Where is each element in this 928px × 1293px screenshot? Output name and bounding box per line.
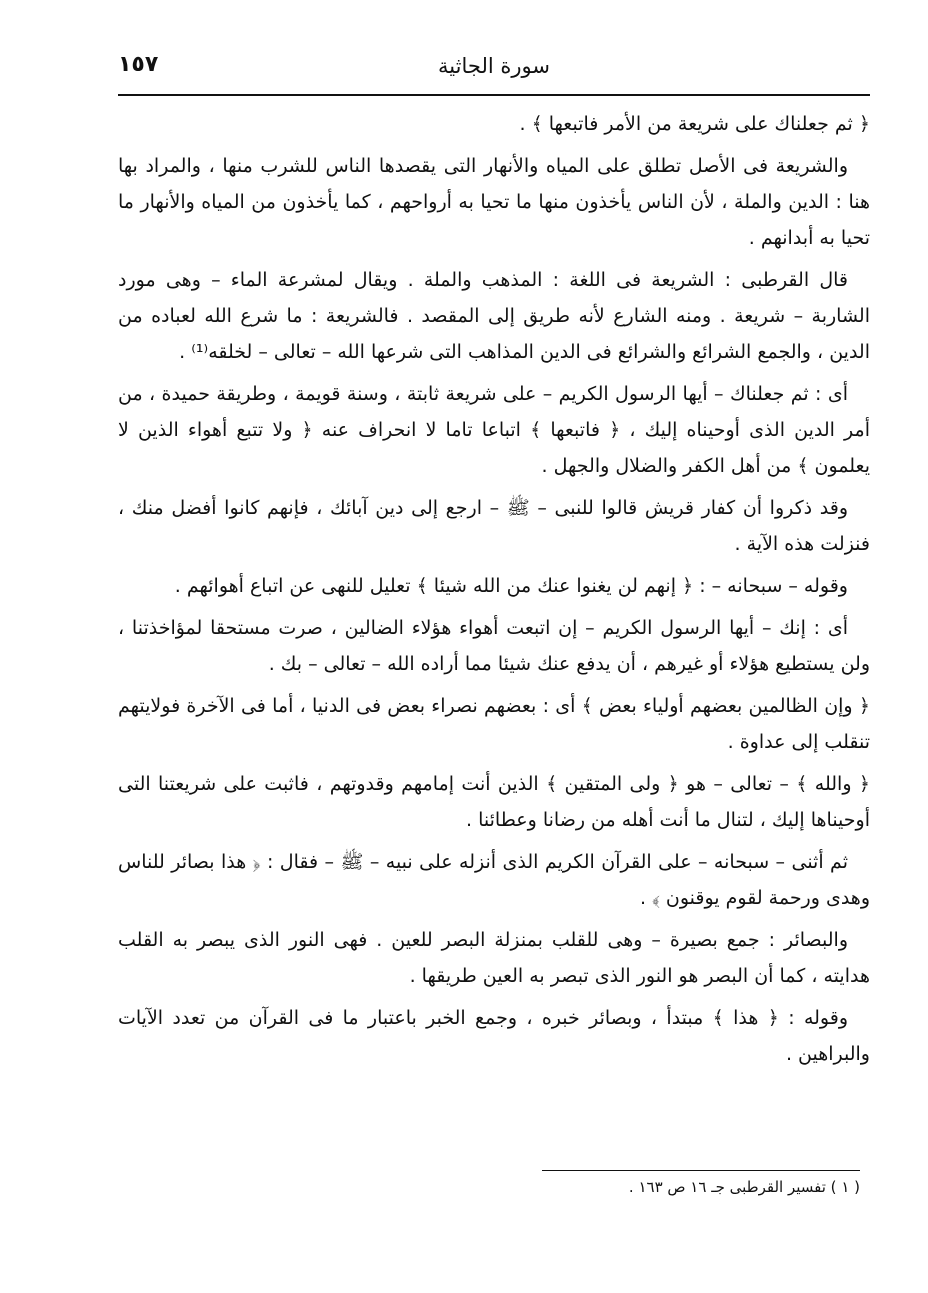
paragraph-1: ﴿ ثم جعلناك على شريعة من الأمر فاتبعها ﴾ . xyxy=(519,113,870,135)
paragraph-7: أى : إنك – أيها الرسول الكريم – إن اتبعت أهواء هؤلاء الضالين ، صرت مستحقا لمؤاخذتنا ، ولن يستطيع هؤلاء أو غيرهم ، أن يدفع عنك شيئا مما أراده الله – تعالى – بك . xyxy=(118,617,870,675)
paragraph-4: أى : ثم جعلناك – أيها الرسول الكريم – على شريعة ثابتة ، وسنة قويمة ، وطريقة حميدة ، من أمر الدين الذى أوحيناه إليك ، ﴿ فاتبعها ﴾ اتباعا تاما لا انحراف عنه ﴿ ولا تتبع أهواء الذين لا يعلمون ﴾ من أهل الكفر والضلال والجهل . xyxy=(118,383,870,477)
body-text xyxy=(118,106,870,1078)
page-number: ١٥٧ xyxy=(118,52,159,77)
paragraph-12: وقوله : ﴿ هذا ﴾ مبتدأ ، وبصائر خبره ، وجمع الخبر باعتبار ما فى القرآن من تعدد الآيات والبراهين . xyxy=(118,1007,870,1065)
paragraph-2: والشريعة فى الأصل تطلق على المياه والأنهار التى يقصدها الناس للشرب منها ، والمراد بها هنا : الدين والملة ، لأن الناس يأخذون منها ما تحيا به أرواحهم ، كما يأخذون من المياه والأنهار ما تحيا به أبدانهم . xyxy=(118,155,870,249)
page-header xyxy=(118,48,870,92)
paragraph-8: ﴿ وإن الظالمين بعضهم أولياء بعض ﴾ أى : بعضهم نصراء بعض فى الدنيا ، أما فى الآخرة فولايتهم تنقلب إلى عداوة . xyxy=(118,695,870,753)
paragraph-11: والبصائر : جمع بصيرة – وهى للقلب بمنزلة البصر للعين . فهى النور الذى يبصر به القلب هدايته ، كما أن البصر هو النور الذى تبصر به العين طريقها . xyxy=(118,929,870,987)
footnote-divider xyxy=(542,1170,860,1171)
paragraph-6: وقوله – سبحانه – : ﴿ إنهم لن يغنوا عنك من الله شيئا ﴾ تعليل للنهى عن اتباع أهوائهم . xyxy=(174,575,848,597)
paragraph-5: وقد ذكروا أن كفار قريش قالوا للنبى – ﷺ – ارجع إلى دين آبائك ، فإنهم كانوا أفضل منك ، فنزلت هذه الآية . xyxy=(118,497,870,555)
paragraph-10: ثم أثنى – سبحانه – على القرآن الكريم الذى أنزله على نبيه – ﷺ – فقال : ﴿ هذا بصائر للناس وهدى ورحمة لقوم يوقنون ﴾ . xyxy=(118,851,870,909)
surah-title: سورة الجاثية xyxy=(438,54,550,78)
footnote: ( ١ ) تفسير القرطبى جـ ١٦ ص ١٦٣ . xyxy=(628,1178,860,1196)
header-divider xyxy=(118,94,870,96)
paragraph-9: ﴿ والله ﴾ – تعالى – هو ﴿ ولى المتقين ﴾ الذين أنت إمامهم وقدوتهم ، فاثبت على شريعتنا التى أوحيناها إليك ، لتنال ما أنت أهله من رضانا وعطائنا . xyxy=(118,773,870,831)
paragraph-3: قال القرطبى : الشريعة فى اللغة : المذهب والملة . ويقال لمشرعة الماء – وهى مورد الشاربة – شريعة . ومنه الشارع لأنه طريق إلى المقصد . فالشريعة : ما شرع الله لعباده من الدين ، والجمع الشرائع والشرائع فى الدين المذاهب التى شرعها الله – تعالى – لخلقه⁽¹⁾ . xyxy=(118,269,870,363)
